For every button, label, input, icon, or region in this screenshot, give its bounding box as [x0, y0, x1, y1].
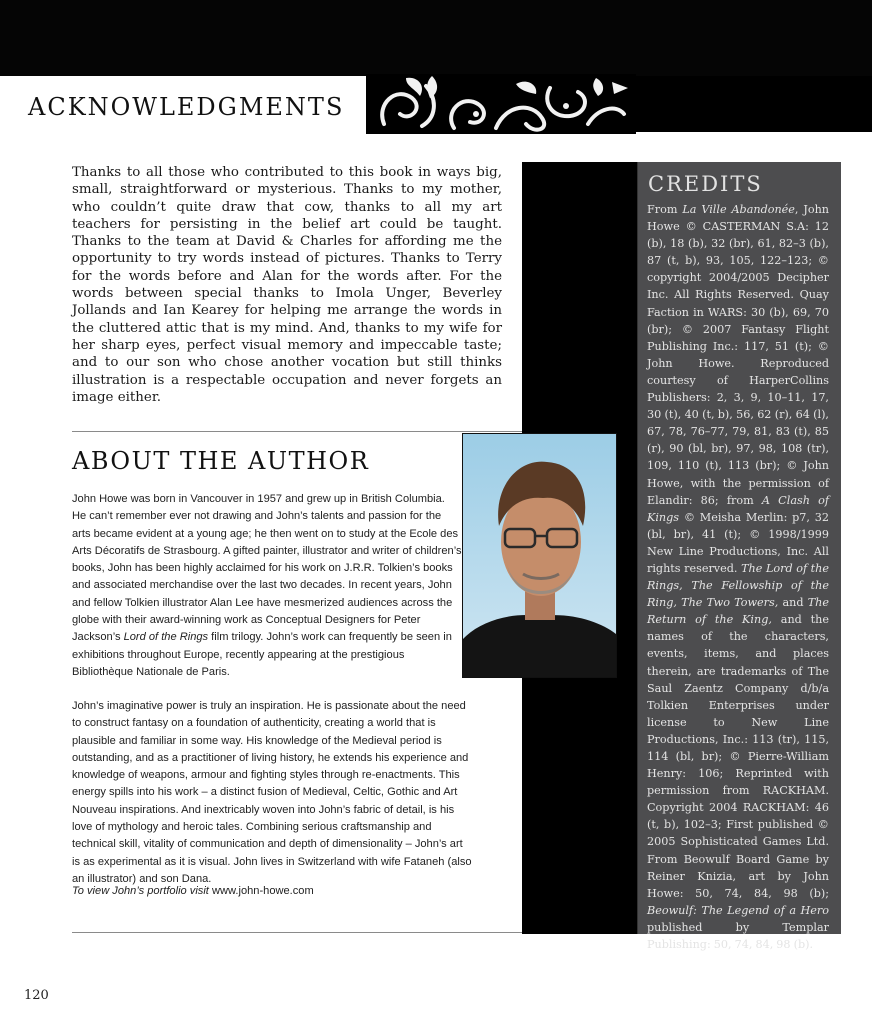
section-divider-top [72, 431, 522, 432]
section-divider-bottom [72, 932, 522, 933]
acknowledgments-text: Thanks to all those who contributed to this book in ways big, small, straightforward or mysterious. Thanks to my mother, who couldn’t quite draw that cow, thanks to all my art teachers for persisting in the belief art could be taught. Thanks to the team at David & Charles for affording me the opportunity to try words instead of pictures. Thanks to Terry for the words before and Alan for the words after. For the words between special thanks to Imola Unger, Beverley Jollands and Ian Kearey for helping me arrange the words in the cluttered attic that is my mind. And, thanks to my wife for her sharp eyes, perfect visual memory and impeccable taste; and to our son who chose another vocation but still thinks illustration is a respectable occupation and never forgets an image either. [72, 165, 502, 405]
credits-title: CREDITS [648, 172, 763, 196]
about-paragraph-1: John Howe was born in Vancouver in 1957 and grew up in British Columbia. He can’t remember ever not drawing and John’s talents and passion for the arts became evident at a young age; he then went on to study at the Ecole des Arts Décoratifs de Strasbourg. A gifted painter, illustrator and writer of children’s books, John has been highly acclaimed for his work on J.R.R. Tolkien’s books and associated merchandise over the last two decades. In recent years, John and fellow Tolkien illustrator Alan Lee have mesmerized audiences across the globe with their award-winning work as Conceptual Designers for Peter Jackson’s Lord of the Rings film trilogy. John’s work can frequently be seen in exhibitions throughout Europe, recently appearing at the prestigious Bibliothèque Nationale de Paris. [72, 493, 462, 678]
portfolio-link[interactable]: www.john-howe.com [208, 885, 314, 897]
author-photo [462, 433, 617, 678]
acknowledgments-title: ACKNOWLEDGMENTS [28, 93, 345, 121]
portfolio-lead: To view John’s portfolio visit [72, 885, 209, 897]
flourish-ornament [366, 74, 636, 134]
about-paragraph-2: John’s imaginative power is truly an inspiration. He is passionate about the need to construct fantasy on a foundation of authenticity, creating a world that is plausible and familiar in some way. His knowledge of the Medieval period is outstanding, and as a practitioner of living history, he extends his experience and knowledge of weapons, armour and fighting styles through re-enactments. This energy spills into his work – a distinct fusion of Medieval, Celtic, Gothic and Art Nouveau inspirations. And inextricably woven into John’s fabric of detail, is his love of mythology and heroic tales. Combining serious craftsmanship and technical skill, vitality of communication and depth of dimensionality – John’s art is as experimental as it is visual. John lives in Switzerland with wife Fataneh (also an illustrator) and son Dana. [72, 700, 472, 885]
credits-text: From La Ville Abandonée, John Howe © CASTERMAN S.A: 12 (b), 18 (b), 32 (br), 61, 82–3 (b), 87 (t, b), 93, 105, 122–123; © copyright 2004/2005 Decipher Inc. All Rights Reserved. Quay Faction in WARS: 30 (b), 69, 70 (br); © 2007 Fantasy Flight Publishing Inc.: 117, 51 (t); © John Howe. Reproduced courtesy of HarperCollins Publishers: 2, 3, 9, 10–11, 17, 30 (t), 40 (t, b), 56, 62 (r), 64 (l), 67, 78, 76–77, 79, 81, 83 (t), 85 (r), 90 (bl, br), 97, 98, 108 (tr), 109, 110 (t), 113 (br); © John Howe, with the permission of Elandir: 86; from A Clash of Kings © Meisha Merlin: p7, 32 (bl, br), 41 (t); © 1998/1999 New Line Productions, Inc. All rights reserved. The Lord of the Rings, The Fellowship of the Ring, The Two Towers, and The Return of the King, and the names of the characters, events, items, and places therein, are trademarks of The Saul Zaentz Company d/b/a Tolkien Enterprises under license to New Line Productions, Inc.: 113 (tr), 115, 114 (bl, br); © Pierre-William Henry: 106; Reprinted with permission from RACKHAM. Copyright 2004 RACKHAM: 46 (t, b), 102–3; First published © 2005 Sophisticated Games Ltd. From Beowulf Board Game by Reiner Knizia, art by John Howe: 50, 74, 84, 98 (b); Beowulf: The Legend of a Hero published by Templar Publishing: 50, 74, 84, 98 (b). [647, 203, 830, 952]
top-black-band [0, 0, 872, 76]
page-number: 120 [24, 988, 49, 1003]
portfolio-line [72, 885, 314, 897]
about-author-title: ABOUT THE AUTHOR [72, 447, 370, 475]
